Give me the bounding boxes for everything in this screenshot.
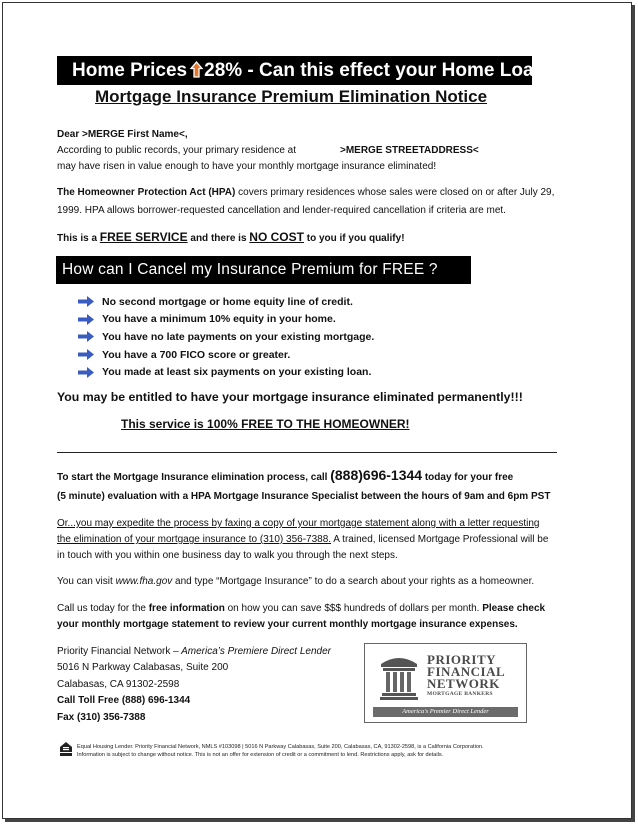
start-line-1 <box>57 469 513 484</box>
merge-street-address: >MERGE STREETADDRESS< <box>340 145 479 156</box>
disclaimer-line-1: Equal Housing Lender. Priority Financial Network, NMLS #103098 | 5016 N Parkway Calabasas, Suite 200, Calabasas, CA, 91302-2598, is a California Corporation. <box>77 744 484 750</box>
up-arrow-icon <box>190 61 203 78</box>
hpa-text: covers primary residences whose sales were closed on or after July 29, <box>235 187 555 198</box>
free-service-highlight: FREE SERVICE <box>99 230 188 244</box>
call-text-b: free information <box>148 603 225 614</box>
fax-line-3: in touch with you within one business day to walk you through the next steps. <box>57 550 398 561</box>
visit-line <box>57 575 534 588</box>
call-text-a: Call us today for the <box>57 603 149 614</box>
hpa-line-2: 1999. HPA allows borrower-requested cancellation and lender-required cancellation if criteria are met. <box>57 205 506 216</box>
criteria-text: You have no late payments on your existing mortgage. <box>102 330 375 343</box>
divider <box>57 452 557 453</box>
call-text-d: Please check <box>482 603 546 614</box>
fha-link[interactable]: www.fha.gov <box>115 576 173 587</box>
list-item <box>78 346 374 364</box>
fax-line-1: Or...you may expedite the process by faxing a copy of your mortgage statement along with a letter requesting <box>57 518 540 529</box>
criteria-list <box>78 293 374 381</box>
hpa-name: The Homeowner Protection Act (HPA) <box>57 187 236 198</box>
headline-text-start: Home Prices <box>72 60 188 81</box>
logo-tagline: America's Premier Direct Lender <box>373 707 518 717</box>
start-text-end: today for your free <box>422 472 514 483</box>
visit-text: You can visit <box>57 576 116 587</box>
no-cost-highlight: NO COST <box>249 230 304 244</box>
start-line-2: (5 minute) evaluation with a HPA Mortgage Insurance Specialist between the hours of 9am and 6pm PST <box>57 491 551 502</box>
criteria-text: No second mortgage or home equity line of credit. <box>102 295 353 308</box>
right-arrow-icon <box>78 349 94 360</box>
logo-line-2: FINANCIAL <box>427 664 506 679</box>
start-text: To start the Mortgage Insurance elimination process, call <box>57 472 331 483</box>
list-item <box>78 311 374 329</box>
call-line-1 <box>57 602 545 615</box>
greeting: Dear >MERGE First Name<, <box>57 129 188 140</box>
hpa-line-1 <box>57 186 554 199</box>
free-service-text-c: and there is <box>187 233 250 244</box>
company-name: Priority Financial Network <box>57 646 171 657</box>
toll-free-number[interactable]: Call Toll Free (888) 696-1344 <box>57 695 191 706</box>
visit-text-end: and type “Mortgage Insurance” to do a search about your rights as a homeowner. <box>172 576 535 587</box>
call-line-2: your monthly mortgage statement to review your current monthly mortgage insurance expenses. <box>57 619 518 630</box>
right-arrow-icon <box>78 367 94 378</box>
list-item <box>78 328 374 346</box>
intro-text: According to public records, your primary residence at <box>57 145 296 156</box>
list-item <box>78 293 374 311</box>
right-arrow-icon <box>78 296 94 307</box>
company-name-line <box>57 645 331 658</box>
criteria-text: You have a 700 FICO score or greater. <box>102 348 291 361</box>
disclaimer-line-2: Information is subject to change without notice. This is not an offer for extension of credit or a commitment to lend. Restrictions apply, ask for details. <box>77 752 444 758</box>
right-arrow-icon <box>78 314 94 325</box>
company-logo <box>364 643 527 723</box>
entitled-statement: You may be entitled to have your mortgage insurance eliminated permanently!!! <box>57 390 523 404</box>
fax-number-text[interactable]: the elimination of your mortgage insurance to (310) 356-7388. <box>57 534 332 545</box>
headline-text-end: 28% - Can this effect your Home Loan? <box>204 60 557 81</box>
intro-line-2: may have risen in value enough to have your monthly mortgage insurance eliminated! <box>57 161 437 172</box>
company-tagline: – America’s Premiere Direct Lender <box>170 646 331 657</box>
free-service-line <box>57 231 405 245</box>
logo-line-3: NETWORK <box>427 676 500 691</box>
fax-number: Fax (310) 356-7388 <box>57 712 146 723</box>
intro-line-1 <box>57 144 296 157</box>
page-title: Mortgage Insurance Premium Elimination Notice <box>95 87 488 106</box>
fax-line-2 <box>57 533 548 546</box>
pillar-icon <box>379 652 419 700</box>
free-service-text-a: This is a <box>57 233 100 244</box>
list-item <box>78 363 374 381</box>
address-line-2: Calabasas, CA 91302-2598 <box>57 679 180 690</box>
right-arrow-icon <box>78 331 94 342</box>
phone-number[interactable]: (888)696-1344 <box>330 467 423 483</box>
call-text-c: on how you can save $$$ hundreds of dollars per month. <box>224 603 483 614</box>
cancel-heading-box: How can I Cancel my Insurance Premium for FREE ? <box>56 256 471 284</box>
criteria-text: You made at least six payments on your existing loan. <box>102 366 372 379</box>
free-to-homeowner: This service is 100% FREE TO THE HOMEOWNER! <box>121 417 410 431</box>
free-service-text-e: to you if you qualify! <box>303 233 405 244</box>
criteria-text: You have a minimum 10% equity in your home. <box>102 313 336 326</box>
fax-text-rest: A trained, licensed Mortgage Professional will be <box>331 534 549 545</box>
address-line-1: 5016 N Parkway Calabasas, Suite 200 <box>57 662 229 673</box>
equal-housing-icon <box>60 742 72 756</box>
logo-line-4: MORTGAGE BANKERS <box>427 691 493 697</box>
headline-banner <box>57 56 557 85</box>
logo-line-1: PRIORITY <box>427 652 497 667</box>
